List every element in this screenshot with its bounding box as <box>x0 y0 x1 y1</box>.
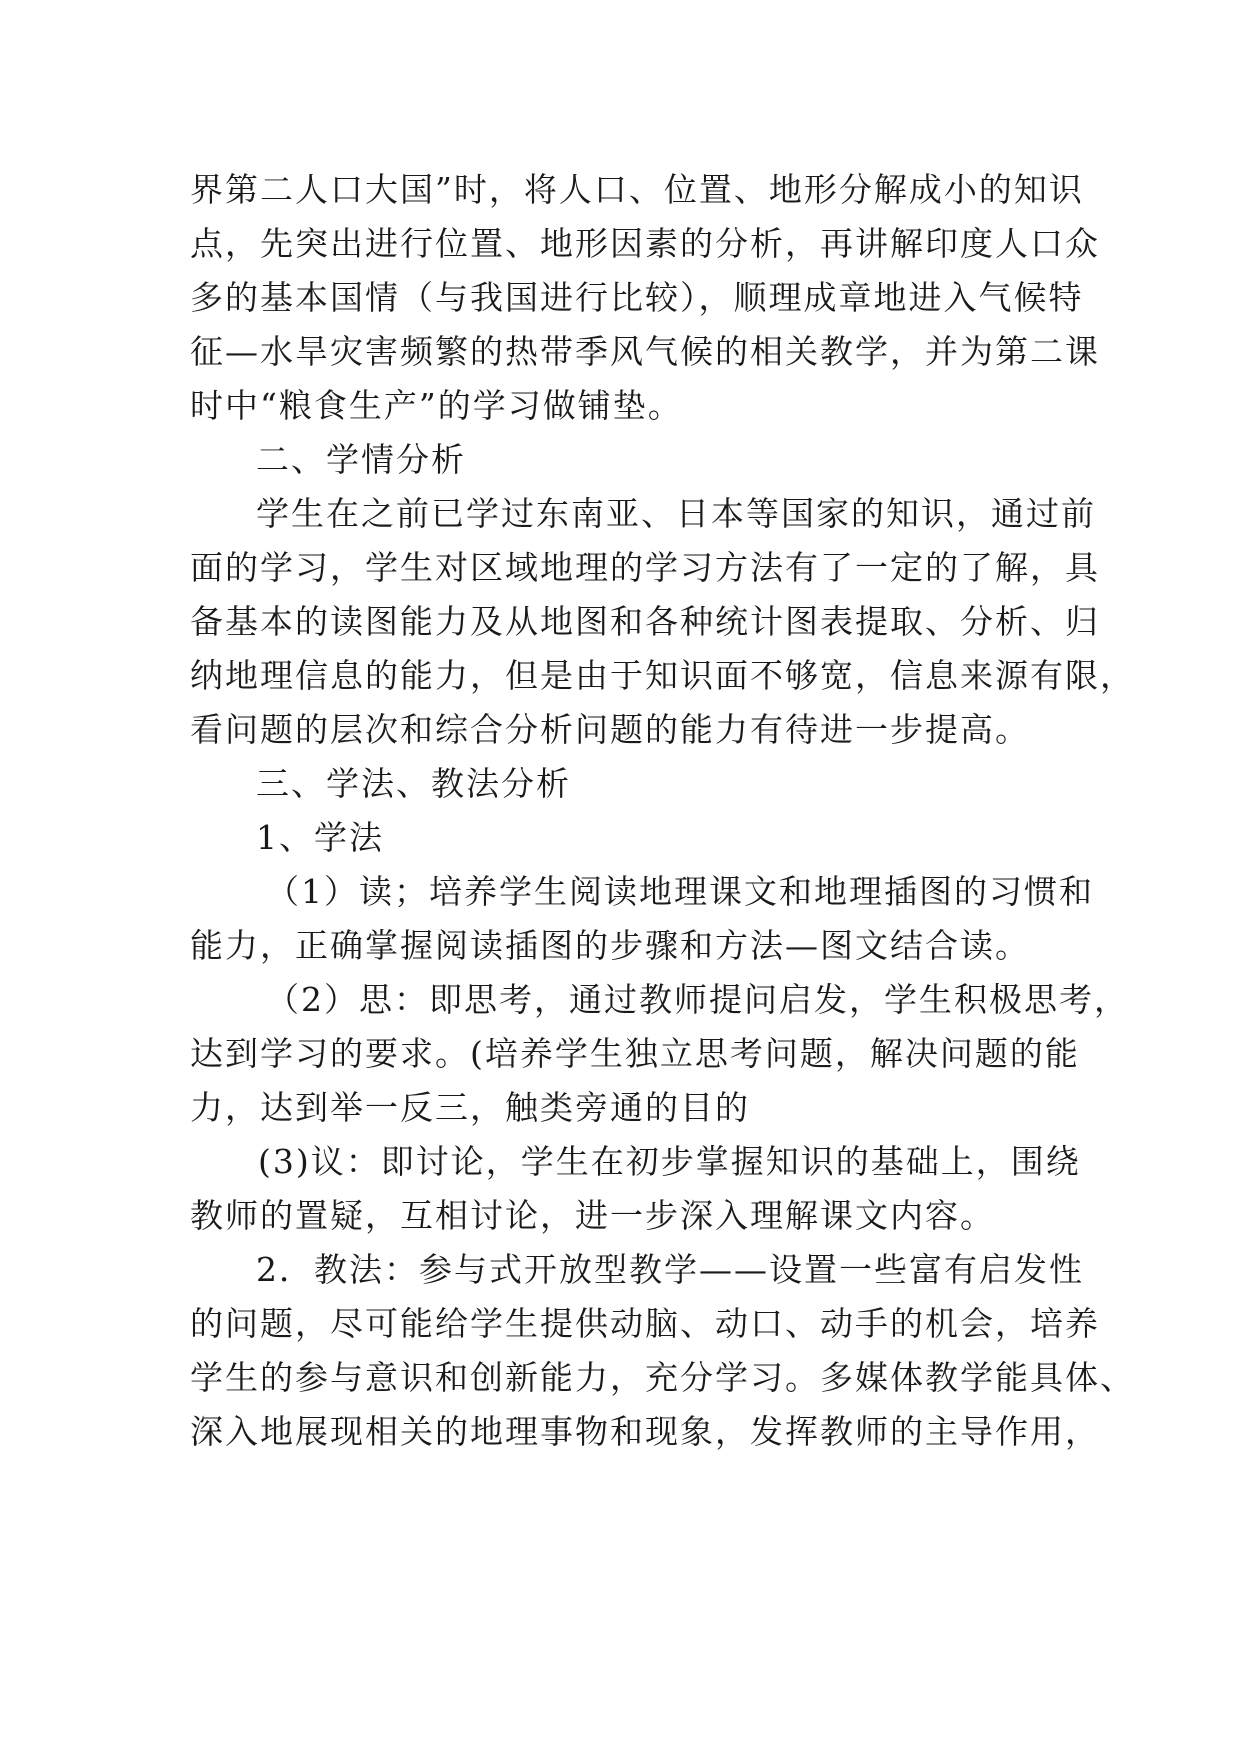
text-line-11: 看问题的层次和综合分析问题的能力有待进一步提高。 <box>190 710 1030 749</box>
text-line-18: 力，达到举一反三，触类旁通的目的 <box>190 1088 750 1127</box>
section-heading-methods: 三、学法、教法分析 <box>256 764 571 803</box>
text-line-9: 备基本的读图能力及从地图和各种统计图表提取、分析、归 <box>190 602 1100 641</box>
text-line-20: 教师的置疑，互相讨论，进一步深入理解课文内容。 <box>190 1196 995 1235</box>
text-line-1: 界第二人口大国”时，将人口、位置、地形分解成小的知识 <box>190 170 1084 209</box>
text-line-23: 学生的参与意识和创新能力，充分学习。多媒体教学能具体、 <box>190 1358 1135 1397</box>
text-line-7: 学生在之前已学过东南亚、日本等国家的知识，通过前 <box>256 494 1096 533</box>
text-line-21: 2．教法：参与式开放型教学——设置一些富有启发性 <box>256 1250 1084 1289</box>
text-line-4: 征—水旱灾害频繁的热带季风气候的相关教学，并为第二课 <box>190 332 1100 371</box>
text-line-15: 能力，正确掌握阅读插图的步骤和方法—图文结合读。 <box>190 926 1030 965</box>
text-line-14: （1）读；培养学生阅读地理课文和地理插图的习惯和 <box>266 872 1094 911</box>
text-line-17: 达到学习的要求。(培养学生独立思考问题，解决问题的能 <box>190 1034 1080 1073</box>
text-line-24: 深入地展现相关的地理事物和现象，发挥教师的主导作用， <box>190 1412 1100 1451</box>
subheading-study-method: 1、学法 <box>256 818 384 857</box>
text-line-5: 时中“粮食生产”的学习做铺垫。 <box>190 386 683 425</box>
text-line-19: (3)议：即讨论，学生在初步掌握知识的基础上，围绕 <box>258 1142 1081 1181</box>
text-line-2: 点，先突出进行位置、地形因素的分析，再讲解印度人口众 <box>190 224 1100 263</box>
text-line-3: 多的基本国情（与我国进行比较），顺理成章地进入气候特 <box>190 278 1084 317</box>
text-line-16: （2）思：即思考，通过教师提问启发，学生积极思考， <box>266 980 1129 1019</box>
section-heading-student-analysis: 二、学情分析 <box>256 440 466 479</box>
text-line-8: 面的学习，学生对区域地理的学习方法有了一定的了解，具 <box>190 548 1100 587</box>
text-line-22: 的问题，尽可能给学生提供动脑、动口、动手的机会，培养 <box>190 1304 1100 1343</box>
text-line-10: 纳地理信息的能力，但是由于知识面不够宽，信息来源有限， <box>190 656 1135 695</box>
